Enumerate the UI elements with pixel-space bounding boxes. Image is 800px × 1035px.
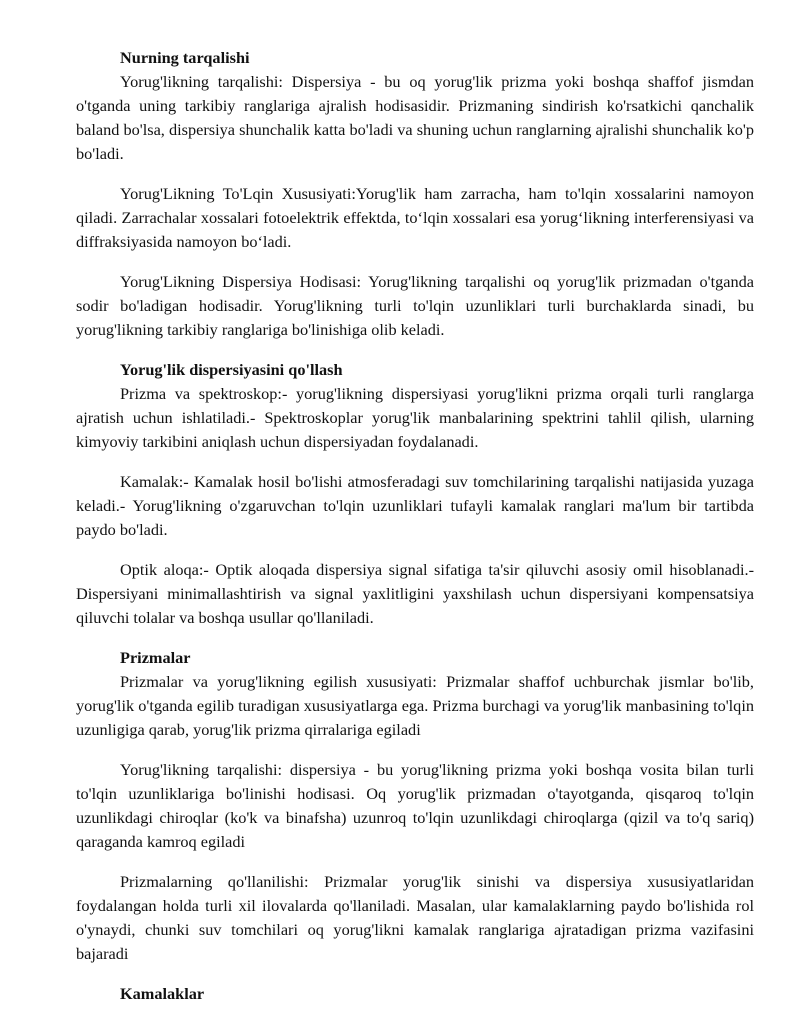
section-heading: Nurning tarqalishi (120, 48, 250, 67)
paragraph: Optik aloqa:- Optik aloqada dispersiya signal sifatiga ta'sir qiluvchi asosiy omil hisoblanadi.- Dispersiyani minimallashtirish va signal yaxlitligini yaxshilash uchun dispersiyani kompensatsiya qiluvchi tolalar va boshqa usullar qo'llaniladi. (76, 560, 754, 627)
paragraph: Yorug'likning tarqalishi: dispersiya - bu yorug'likning prizma yoki boshqa vosita bilan turli to'lqin uzunliklariga bo'linishi hodisasi. Oq yorug'lik prizmadan o'tayotganda, qisqaroq to'lqin uzunlikdagi chiroqlar (ko'k va binafsha) uzunroq to'lqin uzunlikdagi chiroqlarga (qizil va to'q sariq) qaraganda kamroq egiladi (76, 760, 754, 851)
paragraph: Prizma va spektroskop:- yorug'likning dispersiyasi yorug'likni prizma orqali turli ranglarga ajratish uchun ishlatiladi.- Spektroskoplar yorug'lik manbalarining spektrini tahlil qilish, ularning kimyoviy tarkibini aniqlash uchun dispersiyadan foydalanadi. (76, 384, 754, 451)
section-dispersiya-qollash (76, 358, 754, 630)
section-heading: Kamalaklar (120, 984, 205, 1003)
section-heading: Prizmalar (120, 648, 191, 667)
section-prizmalar (76, 646, 754, 966)
paragraph: Yorug'Likning Dispersiya Hodisasi: Yorug'likning tarqalishi oq yorug'lik prizmadan o'tganda sodir bo'ladigan hodisadir. Yorug'likning turli to'lqin uzunliklari turli burchaklarda sinadi, bu yorug'likning tarkibiy ranglariga bo'linishiga olib keladi. (76, 272, 754, 339)
section-heading: Yorug'lik dispersiyasini qo'llash (120, 360, 343, 379)
section-nurning-tarqalishi (76, 46, 754, 342)
paragraph: Yorug'Likning To'Lqin Xususiyati:Yorug'lik ham zarracha, ham to'lqin xossalarini namoyon qiladi. Zarrachalar xossalari fotoelektrik effektda, to‘lqin xossalari esa yorug‘likning interferensiyasi va diffraksiyasida namoyon bo‘ladi. (76, 184, 754, 251)
paragraph: Kamalak:- Kamalak hosil bo'lishi atmosferadagi suv tomchilarining tarqalishi natijasida yuzaga keladi.- Yorug'likning o'zgaruvchan to'lqin uzunliklari tufayli kamalak ranglari ma'lum bir tartibda paydo bo'ladi. (76, 472, 754, 539)
paragraph: Yorug'likning tarqalishi: Dispersiya - bu oq yorug'lik prizma yoki boshqa shaffof jismdan o'tganda uning tarkibiy ranglariga ajralish hodisasidir. Prizmaning sindirish ko'rsatkichi qanchalik baland bo'lsa, dispersiya shunchalik katta bo'ladi va shuning uchun ranglarning ajralishi shunchalik ko'p bo'ladi. (76, 72, 754, 163)
paragraph: Prizmalarning qo'llanilishi: Prizmalar yorug'lik sinishi va dispersiya xususiyatlaridan foydalangan holda turli xil ilovalarda qo'llaniladi. Masalan, ular kamalaklarning paydo bo'lishida rol o'ynaydi, chunki suv tomchilari oq yorug'likni kamalak ranglariga ajratadigan prizma vazifasini bajaradi (76, 872, 754, 963)
paragraph: Prizmalar va yorug'likning egilish xususiyati: Prizmalar shaffof uchburchak jismlar bo'lib, yorug'lik o'tganda egilib turadigan xususiyatlarga ega. Prizma burchagi va yorug'lik manbasining to'lqin uzunligiga qarab, yorug'lik prizma qirralariga egiladi (76, 672, 754, 739)
section-kamalaklar (76, 982, 754, 1006)
